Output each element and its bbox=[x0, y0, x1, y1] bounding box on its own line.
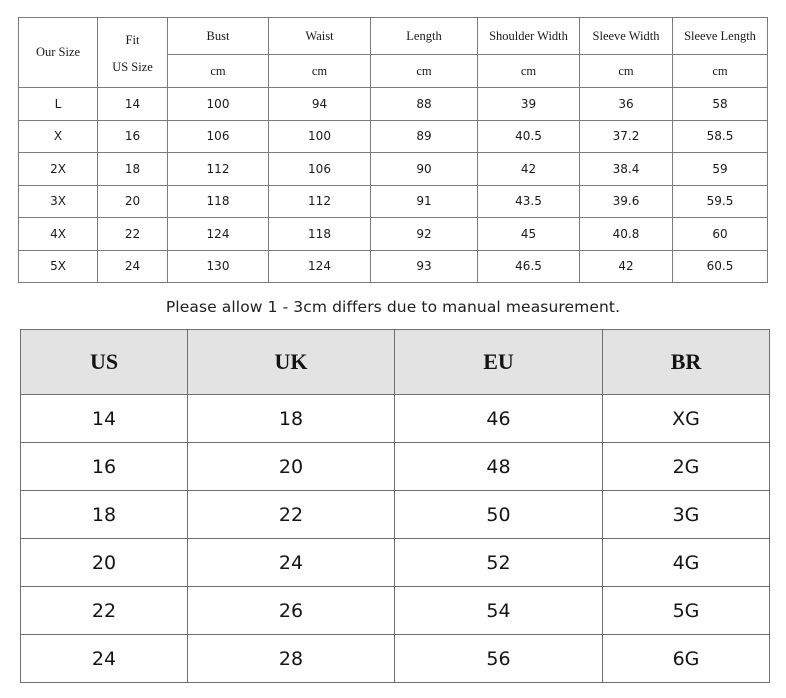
header-eu: EU bbox=[395, 330, 603, 395]
unit-cell: cm bbox=[269, 55, 371, 88]
cell-our-size: X bbox=[19, 120, 98, 153]
cell-uk: 22 bbox=[188, 491, 395, 539]
unit-cell: cm bbox=[371, 55, 478, 88]
unit-cell: cm bbox=[673, 55, 768, 88]
measurement-note: Please allow 1 - 3cm differs due to manual measurement. bbox=[165, 298, 621, 316]
cell-us: 14 bbox=[21, 395, 188, 443]
cell-us: 22 bbox=[21, 587, 188, 635]
header-shoulder-width: Shoulder Width bbox=[478, 18, 580, 55]
cell-br: 5G bbox=[603, 587, 770, 635]
cell-sleeve-width: 39.6 bbox=[580, 185, 673, 218]
cell-sleeve-length: 60.5 bbox=[673, 250, 768, 283]
header-fit-us-size bbox=[98, 18, 168, 88]
cell-eu: 52 bbox=[395, 539, 603, 587]
header-br: BR bbox=[603, 330, 770, 395]
header-sleeve-width: Sleeve Width bbox=[580, 18, 673, 55]
cell-br: XG bbox=[603, 395, 770, 443]
cell-shoulder-width: 40.5 bbox=[478, 120, 580, 153]
unit-cell: cm bbox=[168, 55, 269, 88]
cell-shoulder-width: 39 bbox=[478, 88, 580, 121]
cell-us: 20 bbox=[21, 539, 188, 587]
cell-sleeve-width: 40.8 bbox=[580, 218, 673, 251]
cell-eu: 54 bbox=[395, 587, 603, 635]
cell-our-size: 2X bbox=[19, 153, 98, 186]
cell-length: 92 bbox=[371, 218, 478, 251]
cell-br: 4G bbox=[603, 539, 770, 587]
cell-length: 90 bbox=[371, 153, 478, 186]
cell-bust: 112 bbox=[168, 153, 269, 186]
cell-uk: 26 bbox=[188, 587, 395, 635]
cell-uk: 18 bbox=[188, 395, 395, 443]
cell-us-size: 16 bbox=[98, 120, 168, 153]
cell-length: 89 bbox=[371, 120, 478, 153]
unit-cell: cm bbox=[580, 55, 673, 88]
table-row bbox=[19, 218, 768, 251]
cell-shoulder-width: 43.5 bbox=[478, 185, 580, 218]
cell-eu: 46 bbox=[395, 395, 603, 443]
cell-uk: 28 bbox=[188, 635, 395, 683]
table-row bbox=[21, 443, 770, 491]
cell-length: 93 bbox=[371, 250, 478, 283]
cell-eu: 50 bbox=[395, 491, 603, 539]
header-bust: Bust bbox=[168, 18, 269, 55]
cell-br: 3G bbox=[603, 491, 770, 539]
size-conversion-table bbox=[20, 329, 770, 683]
cell-waist: 112 bbox=[269, 185, 371, 218]
cell-us-size: 14 bbox=[98, 88, 168, 121]
table-row bbox=[19, 153, 768, 186]
cell-bust: 118 bbox=[168, 185, 269, 218]
cell-shoulder-width: 45 bbox=[478, 218, 580, 251]
cell-sleeve-width: 37.2 bbox=[580, 120, 673, 153]
cell-sleeve-length: 59 bbox=[673, 153, 768, 186]
table-row bbox=[19, 88, 768, 121]
cell-us: 24 bbox=[21, 635, 188, 683]
cell-our-size: 3X bbox=[19, 185, 98, 218]
cell-shoulder-width: 46.5 bbox=[478, 250, 580, 283]
cell-us: 18 bbox=[21, 491, 188, 539]
cell-waist: 118 bbox=[269, 218, 371, 251]
cell-us-size: 24 bbox=[98, 250, 168, 283]
cell-bust: 124 bbox=[168, 218, 269, 251]
table-row bbox=[21, 635, 770, 683]
cell-bust: 130 bbox=[168, 250, 269, 283]
cell-us-size: 18 bbox=[98, 153, 168, 186]
cell-waist: 100 bbox=[269, 120, 371, 153]
cell-waist: 124 bbox=[269, 250, 371, 283]
table-row bbox=[19, 185, 768, 218]
table-row bbox=[21, 587, 770, 635]
cell-sleeve-length: 60 bbox=[673, 218, 768, 251]
cell-us-size: 20 bbox=[98, 185, 168, 218]
header-uk: UK bbox=[188, 330, 395, 395]
cell-sleeve-width: 38.4 bbox=[580, 153, 673, 186]
header-waist: Waist bbox=[269, 18, 371, 55]
cell-waist: 106 bbox=[269, 153, 371, 186]
size-chart-header-row bbox=[19, 18, 768, 55]
table-row bbox=[19, 120, 768, 153]
conversion-header-row bbox=[21, 330, 770, 395]
cell-us-size: 22 bbox=[98, 218, 168, 251]
header-us-size: US Size bbox=[112, 60, 153, 74]
cell-our-size: 5X bbox=[19, 250, 98, 283]
size-chart-table bbox=[18, 17, 768, 283]
table-row bbox=[21, 395, 770, 443]
cell-br: 2G bbox=[603, 443, 770, 491]
cell-br: 6G bbox=[603, 635, 770, 683]
cell-bust: 106 bbox=[168, 120, 269, 153]
header-length: Length bbox=[371, 18, 478, 55]
cell-sleeve-length: 59.5 bbox=[673, 185, 768, 218]
cell-our-size: 4X bbox=[19, 218, 98, 251]
cell-shoulder-width: 42 bbox=[478, 153, 580, 186]
cell-eu: 56 bbox=[395, 635, 603, 683]
cell-waist: 94 bbox=[269, 88, 371, 121]
cell-length: 91 bbox=[371, 185, 478, 218]
table-row bbox=[21, 539, 770, 587]
cell-sleeve-length: 58.5 bbox=[673, 120, 768, 153]
cell-uk: 24 bbox=[188, 539, 395, 587]
cell-length: 88 bbox=[371, 88, 478, 121]
header-us: US bbox=[21, 330, 188, 395]
header-sleeve-length: Sleeve Length bbox=[673, 18, 768, 55]
cell-uk: 20 bbox=[188, 443, 395, 491]
cell-sleeve-length: 58 bbox=[673, 88, 768, 121]
cell-us: 16 bbox=[21, 443, 188, 491]
cell-our-size: L bbox=[19, 88, 98, 121]
header-our-size: Our Size bbox=[19, 18, 98, 88]
cell-sleeve-width: 36 bbox=[580, 88, 673, 121]
header-fit: Fit bbox=[125, 33, 140, 47]
cell-bust: 100 bbox=[168, 88, 269, 121]
cell-sleeve-width: 42 bbox=[580, 250, 673, 283]
cell-eu: 48 bbox=[395, 443, 603, 491]
unit-cell: cm bbox=[478, 55, 580, 88]
table-row bbox=[19, 250, 768, 283]
table-row bbox=[21, 491, 770, 539]
